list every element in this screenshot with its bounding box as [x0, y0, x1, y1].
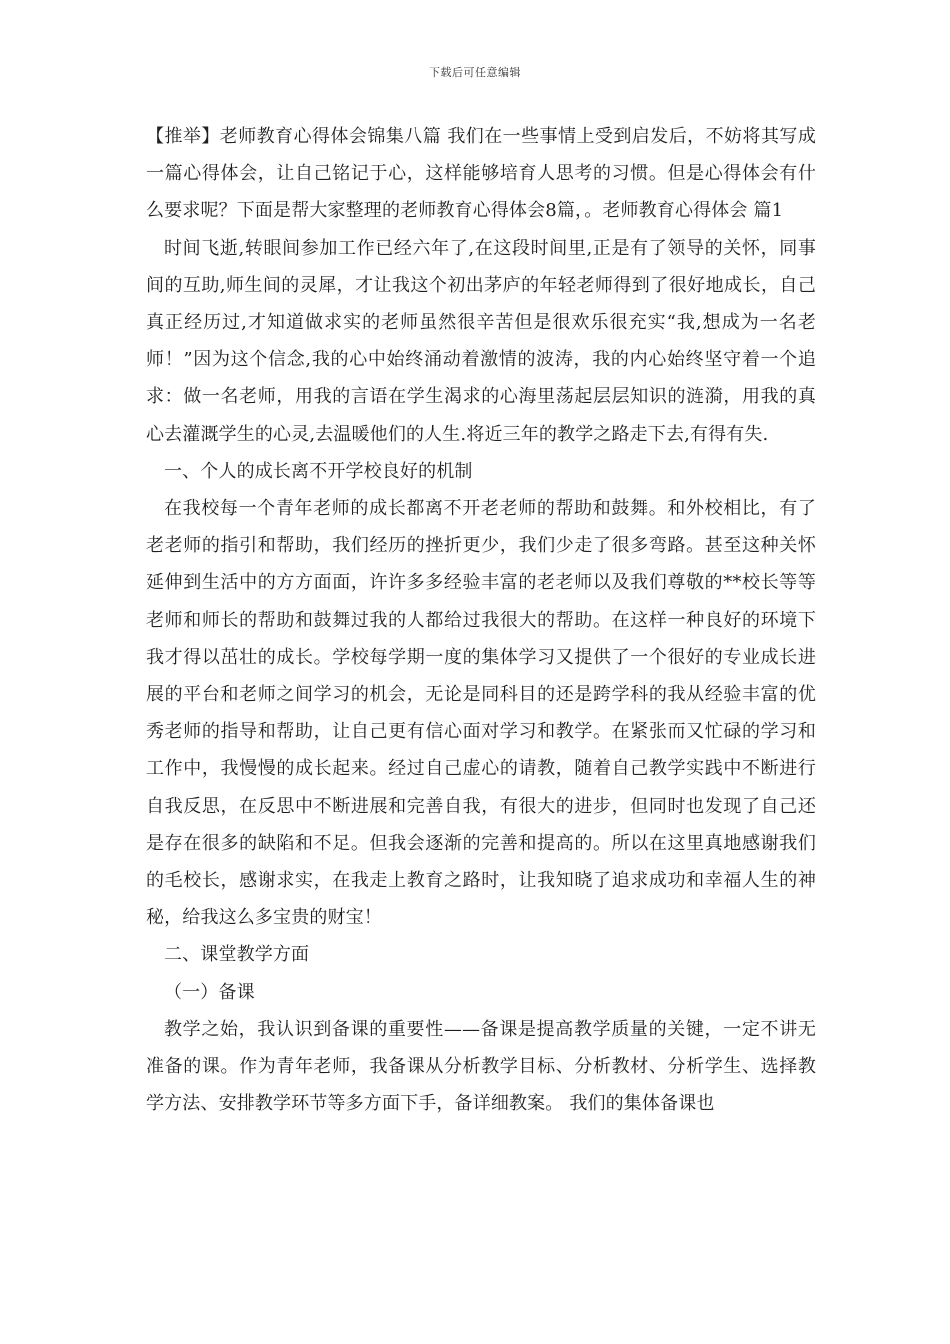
section-heading-2: 二、课堂教学方面	[164, 944, 310, 966]
body-paragraph-1: 时间飞逝,转眼间参加工作已经六年了,在这段时间里,正是有了领导的关怀，同事间的互助,师生间的灵犀，才让我这个初出茅庐的年轻老师得到了很好地成长，自己真正经历过,才知道做求实的老师虽然很辛苦但是很欢乐很充实“我,想成为一名老师！”因为这个信念,我的心中始终涌动着激情的波涛，我的内心始终坚守着一个追求：做一名老师，用我的言语在学生渴求的心海里荡起层层知识的涟漪，用我的真心去灌溉学生的心灵,去温暖他们的人生.将近三年的教学之路走下去,有得有失.	[146, 237, 816, 445]
document-body	[146, 118, 816, 1122]
intro-paragraph: 【推举】老师教育心得体会锦集八篇 我们在一些事情上受到启发后，不妨将其写成一篇心得体会，让自己铭记于心，这样能够培育人思考的习惯。但是心得体会有什么要求呢？下面是帮大家整理的老师教育心得体会8篇，。老师教育心得体会 篇1	[146, 126, 816, 222]
page-header-note: 下载后可任意编辑	[429, 66, 521, 79]
subsection-heading: （一）备课	[164, 981, 255, 1003]
body-paragraph-3: 教学之始，我认识到备课的重要性——备课是提高教学质量的关键，一定不讲无准备的课。作为青年老师，我备课从分析教学目标、分析教材、分析学生、选择教学方法、安排教学环节等多方面下手，备详细教案。 我们的集体备课也	[146, 1018, 816, 1115]
body-paragraph-2: 在我校每一个青年老师的成长都离不开老老师的帮助和鼓舞。和外校相比，有了老老师的指引和帮助，我们经历的挫折更少，我们少走了很多弯路。甚至这种关怀延伸到生活中的方方面面，许许多多经验丰富的老老师以及我们尊敬的**校长等等老师和师长的帮助和鼓舞过我的人都给过我很大的帮助。在这样一种良好的环境下我才得以茁壮的成长。学校每学期一度的集体学习又提供了一个很好的专业成长进展的平台和老师之间学习的机会，无论是同科目的还是跨学科的我从经验丰富的优秀老师的指导和帮助，让自己更有信心面对学习和教学。在紧张而又忙碌的学习和工作中，我慢慢的成长起来。经过自己虚心的请教，随着自己教学实践中不断进行自我反思，在反思中不断进展和完善自我，有很大的进步，但同时也发现了自己还是存在很多的缺陷和不足。但我会逐渐的完善和提高的。所以在这里真地感谢我们的毛校长，感谢求实，在我走上教育之路时，让我知晓了追求成功和幸福人生的神秘，给我这么多宝贵的财宝！	[146, 498, 816, 929]
section-heading-1: 一、个人的成长离不开学校良好的机制	[164, 460, 473, 482]
